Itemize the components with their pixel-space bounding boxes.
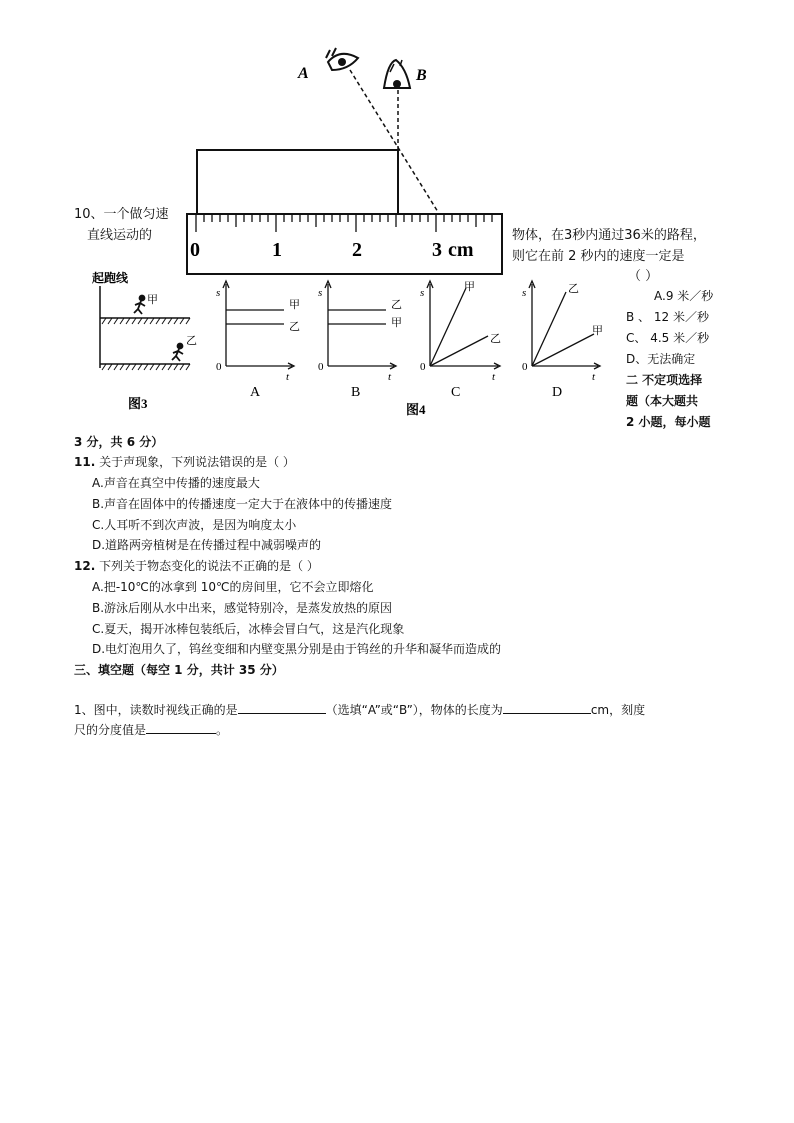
- graph-c: [420, 280, 501, 400]
- q10-line1-left: 10、一个做匀速: [74, 207, 169, 222]
- runner-jia-icon: [134, 296, 145, 315]
- fill1-part3: cm，刻度: [590, 703, 646, 717]
- graph-d-letter: D: [552, 385, 563, 400]
- fill1-blank-division[interactable]: [146, 721, 216, 734]
- svg-text:0: 0: [318, 361, 324, 373]
- fill1-blank-sightline[interactable]: [238, 701, 326, 714]
- q11-option-c: C.人耳听不到次声波，是因为响度太小: [92, 518, 297, 532]
- fill1-blank-length[interactable]: [503, 701, 591, 714]
- q12-option-b: B.游泳后刚从水中出来，感觉特别冷，是蒸发放热的原因: [92, 601, 393, 615]
- ruler-tick-label-0: 0: [190, 239, 200, 261]
- graph-a-label-yi: 乙: [289, 321, 300, 333]
- q10-line1-right: 物体，在3秒内通过36米的路程，: [512, 228, 706, 243]
- graph-d-label-jia: 甲: [592, 325, 603, 337]
- q10-option-a: A.9 米／秒: [654, 289, 714, 303]
- graph-d: [522, 281, 603, 400]
- ruler-tick-label-3: 3: [432, 239, 442, 261]
- q10-option-d: D、无法确定: [626, 352, 696, 366]
- q12-stem-text: 下列关于物态变化的说法不正确的是（ ）: [99, 559, 319, 573]
- q10-line2-right: 则它在前 2 秒内的速度一定是: [512, 249, 685, 264]
- figure-3: [90, 268, 210, 418]
- svg-text:s: s: [420, 287, 425, 299]
- svg-text:s: s: [318, 287, 323, 299]
- section3-title: 三、填空题（每空 1 分，共计 35 分）: [74, 663, 284, 677]
- graph-c-letter: C: [451, 385, 461, 400]
- q11-stem: [74, 453, 295, 470]
- svg-text:t: t: [388, 371, 392, 383]
- svg-text:s: s: [216, 287, 221, 299]
- ruler-tick-label-2: 2: [352, 239, 362, 261]
- eye-a-label: A: [298, 65, 309, 82]
- fill1-line2: [74, 721, 228, 738]
- figure-4: [210, 278, 610, 420]
- svg-text:s: s: [522, 287, 527, 299]
- graph-a-label-jia: 甲: [289, 299, 300, 311]
- svg-text:t: t: [492, 371, 496, 383]
- ruler-unit: cm: [448, 239, 474, 261]
- q10-option-c: C、 4.5 米／秒: [626, 331, 710, 345]
- graph-b-letter: B: [351, 385, 361, 400]
- fill1-part1: 1、图中，读数时视线正确的是: [74, 703, 238, 717]
- runner-yi-icon: [172, 344, 183, 362]
- q11-stem-text: 关于声现象，下列说法错误的是（ ）: [99, 455, 295, 469]
- q12-stem: [74, 557, 319, 574]
- q12-option-d: D.电灯泡用久了，钨丝变细和内壁变黑分别是由于钨丝的升华和凝华而造成的: [92, 642, 502, 656]
- section2-continuation: 3 分，共 6 分）: [74, 435, 164, 449]
- graph-b-label-jia: 甲: [391, 317, 402, 329]
- graph-c-line-yi: [430, 336, 488, 366]
- q11-option-d: D.道路两旁植树是在传播过程中减弱噪声的: [92, 538, 322, 552]
- ruler-figure: [180, 40, 510, 280]
- graph-d-line-yi: [532, 292, 566, 366]
- svg-text:0: 0: [522, 361, 528, 373]
- runner-yi-label: 乙: [186, 335, 197, 347]
- q10-option-b: B 、 12 米／秒: [626, 310, 709, 324]
- q12-option-a: A.把-10℃的冰拿到 10℃的房间里，它不会立即熔化: [92, 580, 374, 594]
- fig3-caption: 图3: [128, 396, 148, 411]
- fig3-lane-hatch-top: [102, 318, 190, 324]
- svg-text:t: t: [286, 371, 290, 383]
- graph-b-label-yi: 乙: [391, 299, 402, 311]
- eye-b-label: B: [416, 67, 427, 84]
- section2-line3: 2 小题，每小题: [626, 415, 711, 429]
- measured-object: [197, 150, 398, 214]
- svg-text:0: 0: [420, 361, 426, 373]
- graph-c-label-jia: 甲: [464, 281, 475, 293]
- graph-a: [216, 281, 300, 400]
- runner-jia-label: 甲: [147, 294, 158, 306]
- eye-b-icon: [384, 60, 410, 88]
- eye-a-icon: [326, 48, 358, 70]
- svg-text:0: 0: [216, 361, 222, 373]
- q11-number: 11.: [74, 455, 96, 469]
- fig3-start-line-label: 起跑线: [92, 271, 129, 285]
- graph-c-label-yi: 乙: [490, 333, 501, 345]
- graph-a-letter: A: [250, 385, 261, 400]
- section2-line1: 二 不定项选择: [626, 373, 703, 387]
- q11-option-a: A.声音在真空中传播的速度最大: [92, 476, 260, 490]
- graph-d-label-yi: 乙: [568, 283, 579, 295]
- q10-answer-paren: （ ）: [628, 269, 659, 284]
- q12-option-c: C.夏天，揭开冰棒包装纸后，冰棒会冒白气，这是汽化现象: [92, 622, 405, 636]
- fig3-lane-hatch-bottom: [102, 364, 190, 370]
- fill1-part5: 。: [216, 723, 229, 737]
- fill1-line1: [74, 701, 645, 718]
- ruler-tick-label-1: 1: [272, 239, 282, 261]
- q11-option-b: B.声音在固体中的传播速度一定大于在液体中的传播速度: [92, 497, 393, 511]
- graph-c-line-jia: [430, 288, 466, 366]
- section2-line2: 题（本大题共: [626, 394, 699, 408]
- graph-b: [318, 281, 402, 400]
- q12-number: 12.: [74, 559, 96, 573]
- fig4-caption: 图4: [406, 402, 426, 417]
- fill1-part4: 尺的分度值是: [74, 723, 147, 737]
- svg-text:t: t: [592, 371, 596, 383]
- fill1-part2: （选填“A”或“B”），物体的长度为: [325, 703, 503, 717]
- graph-d-line-jia: [532, 334, 594, 366]
- q10-line2-left: 直线运动的: [87, 228, 153, 243]
